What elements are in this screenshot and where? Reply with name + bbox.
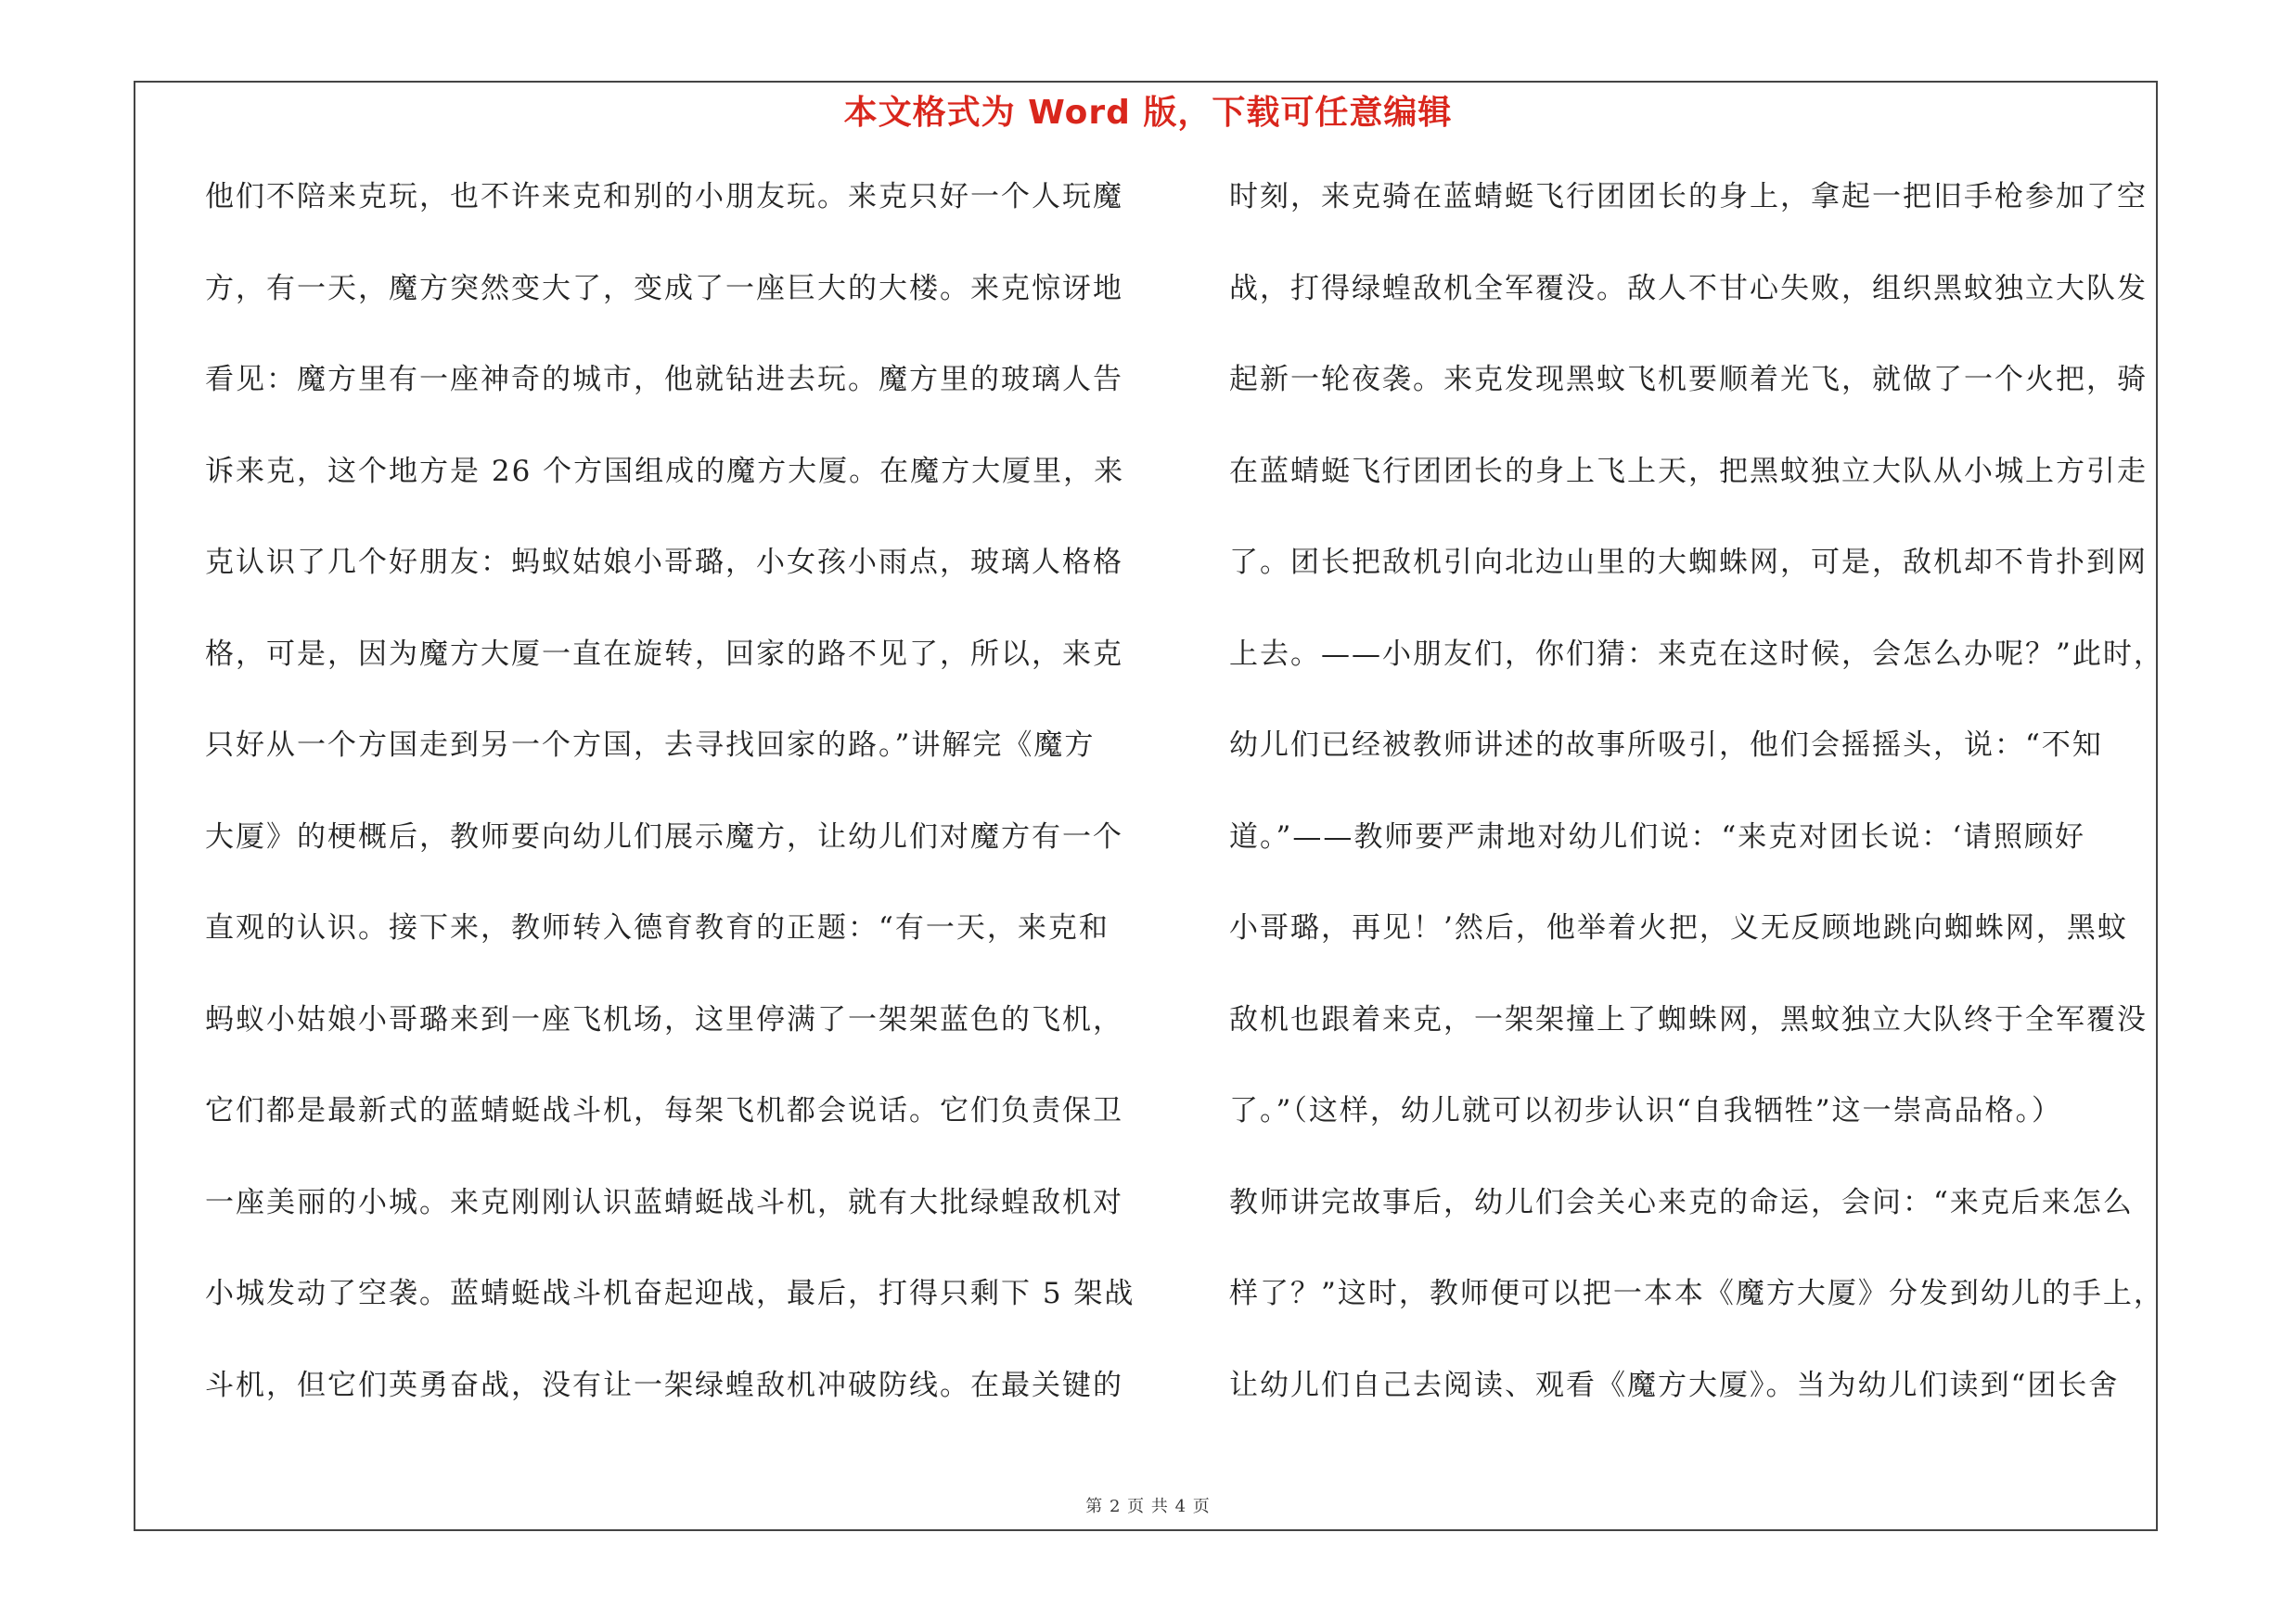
page-number: 第 2 页 共 4 页: [1085, 1497, 1211, 1516]
text-line: 小城发动了空袭。蓝蜻蜓战斗机奋起迎战，最后，打得只剩下 5 架战: [205, 1277, 1135, 1310]
text-line: 让幼儿们自己去阅读、观看《魔方大厦》。当为幼儿们读到“团长舍: [1229, 1368, 2120, 1402]
text-line: 敌机也跟着来克，一架架撞上了蜘蛛网，黑蚊独立大队终于全军覆没: [1229, 1002, 2148, 1037]
text-line: 起新一轮夜袭。来克发现黑蚊飞机要顺着光飞，就做了一个火把，骑: [1229, 363, 2148, 396]
text-line: 大厦》的梗概后，教师要向幼儿们展示魔方，让幼儿们对魔方有一个: [205, 819, 1123, 854]
text-line: 方，有一天，魔方突然变大了，变成了一座巨大的大楼。来克惊讶地: [205, 271, 1123, 305]
text-line: 看见：魔方里有一座神奇的城市，他就钻进去玩。魔方里的玻璃人告: [205, 363, 1123, 396]
text-line: 小哥璐，再见！’然后，他举着火把，义无反顾地跳向蜘蛛网，黑蚊: [1229, 911, 2128, 945]
text-line: 直观的认识。接下来，教师转入德育教育的正题：“有一天，来克和: [205, 911, 1110, 945]
left-column: [205, 178, 1142, 1458]
text-line: 格，可是，因为魔方大厦一直在旋转，回家的路不见了，所以，来克: [205, 637, 1123, 671]
text-line: 诉来克，这个地方是 26 个方国组成的魔方大厦。在魔方大厦里，来: [205, 454, 1125, 488]
text-line: 他们不陪来克玩，也不许来克和别的小朋友玩。来克只好一个人玩魔: [205, 180, 1123, 213]
text-line: 蚂蚁小姑娘小哥璐来到一座飞机场，这里停满了一架架蓝色的飞机，: [205, 1002, 1123, 1037]
text-line: 了。团长把敌机引向北边山里的大蜘蛛网，可是，敌机却不肯扑到网: [1229, 546, 2148, 579]
text-line: 幼儿们已经被教师讲述的故事所吸引，他们会摇摇头，说：“不知: [1229, 728, 2103, 762]
header-banner: 本文格式为 Word 版，下载可任意编辑: [843, 94, 1453, 132]
text-line: 了。”（这样，幼儿就可以初步认识“自我牺牲”这一崇高品格。）: [1229, 1094, 2063, 1127]
text-line: 克认识了几个好朋友：蚂蚁姑娘小哥璐，小女孩小雨点，玻璃人格格: [205, 546, 1123, 579]
text-line: 在蓝蜻蜓飞行团团长的身上飞上天，把黑蚊独立大队从小城上方引走: [1229, 454, 2148, 488]
text-line: 它们都是最新式的蓝蜻蜓战斗机，每架飞机都会说话。它们负责保卫: [205, 1094, 1123, 1127]
text-line: 样了？”这时，教师便可以把一本本《魔方大厦》分发到幼儿的手上，: [1229, 1277, 2164, 1310]
text-line: 一座美丽的小城。来克刚刚认识蓝蜻蜓战斗机，就有大批绿蝗敌机对: [205, 1185, 1123, 1219]
text-line: 斗机，但它们英勇奋战，没有让一架绿蝗敌机冲破防线。在最关键的: [205, 1368, 1123, 1402]
text-line: 时刻，来克骑在蓝蜻蜓飞行团团长的身上，拿起一把旧手枪参加了空: [1229, 180, 2148, 213]
right-column: [1229, 178, 2175, 1458]
text-line: 上去。——小朋友们，你们猜：来克在这时候，会怎么办呢？”此时，: [1229, 637, 2164, 671]
text-line: 道。”——教师要严肃地对幼儿们说：“来克对团长说：‘请照顾好: [1229, 819, 2086, 854]
text-line: 只好从一个方国走到另一个方国，去寻找回家的路。”讲解完《魔方: [205, 728, 1096, 762]
text-line: 教师讲完故事后，幼儿们会关心来克的命运，会问：“来克后来怎么: [1229, 1185, 2134, 1219]
text-line: 战，打得绿蝗敌机全军覆没。敌人不甘心失败，组织黑蚊独立大队发: [1229, 271, 2148, 305]
